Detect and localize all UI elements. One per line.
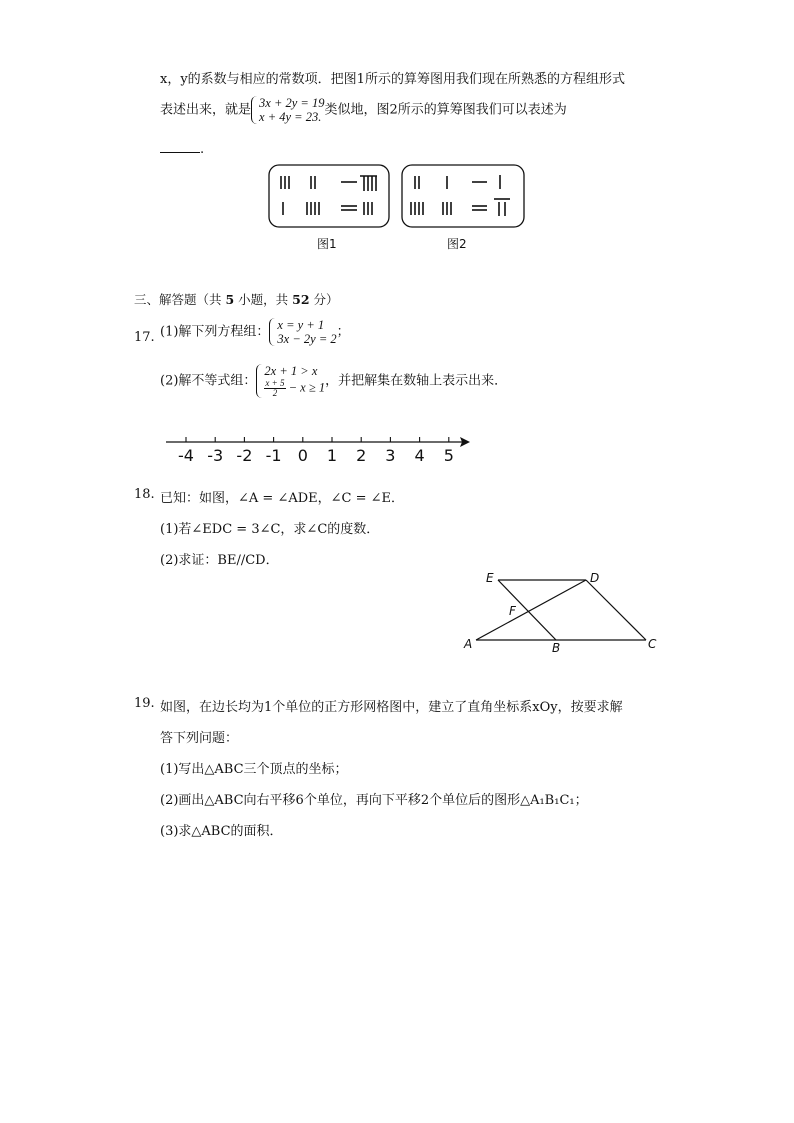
number-line-tick-label: -3: [207, 446, 224, 465]
fig1-label: 图1: [317, 237, 337, 251]
number-line-tick-label: 5: [443, 446, 454, 465]
number-line-tick-label: 2: [356, 446, 367, 465]
segment-EB: [498, 580, 556, 640]
equation-2: x + 4y = 23.: [259, 110, 322, 124]
q17-inequality-2: [264, 379, 325, 398]
q17-fraction: [264, 379, 285, 398]
fig2-rods: [411, 175, 510, 216]
number-line-tick-label: 3: [385, 446, 396, 465]
q17-part1-end: ；: [336, 324, 350, 340]
q19-line1: 如图，在边长均为1个单位的正方形网格图中，建立了直角坐标系xOy，按要求解: [160, 700, 623, 715]
fig1-rods: [281, 176, 377, 215]
equation-1: 3x + 2y = 19: [259, 96, 325, 110]
section-3-title-a: 三、解答题（共: [134, 292, 226, 307]
q18-number: 18.: [134, 487, 155, 502]
label-A: A: [464, 637, 473, 651]
label-E: E: [486, 571, 494, 585]
q17-equation-1: x = y + 1: [277, 318, 325, 332]
answer-blank-line: [160, 142, 204, 157]
q17-equation-system: [269, 318, 336, 346]
q18-given: 已知：如图，∠A = ∠ADE，∠C = ∠E．: [160, 491, 405, 506]
q17-fraction-denominator: 2: [272, 388, 278, 398]
q19-part3: (3)求△ABC的面积．: [160, 824, 283, 839]
q18-part2: (2)求证：BE//CD．: [160, 553, 279, 568]
q18-part1: (1)若∠EDC = 3∠C，求∠C的度数．: [160, 522, 380, 537]
number-line-tick-label: -4: [178, 446, 194, 465]
q17-inequality-1: 2x + 1 > x: [264, 364, 318, 378]
q17-inequality-system: [256, 364, 325, 398]
fig2-label: 图2: [447, 237, 467, 251]
intro-line-2-prefix: 表述出来，就是: [160, 102, 252, 118]
q19-part2: (2)画出△ABC向右平移6个单位，再向下平移2个单位后的图形△A₁B₁C₁；: [160, 793, 588, 808]
section-3-title-b: 小题，共: [234, 292, 293, 307]
q17-fraction-numerator: x + 5: [265, 378, 285, 388]
label-B: B: [552, 641, 561, 655]
label-C: C: [648, 637, 657, 651]
blank-period: .: [200, 142, 205, 157]
q17-part1-prefix: (1)解下列方程组：: [160, 324, 270, 340]
intro-line-2: [160, 96, 567, 124]
q17-part2-prefix: (2)解不等式组：: [160, 373, 257, 389]
number-line-tick-label: 4: [414, 446, 425, 465]
answer-blank: [160, 142, 200, 153]
section-3-count: 5: [225, 292, 235, 307]
q17-number: 17.: [134, 330, 155, 345]
equation-system-fig1: [251, 96, 324, 124]
label-D: D: [590, 571, 600, 585]
counting-rod-figures: [265, 162, 530, 254]
fig1-box: [269, 165, 389, 227]
number-line-tick-label: -2: [236, 446, 253, 465]
q17-equation-2: 3x − 2y = 2: [277, 332, 337, 346]
q19-number: 19.: [134, 696, 155, 711]
number-line-tick-label: 0: [297, 446, 308, 465]
fig2-box: [402, 165, 524, 227]
q17-inequality-2-rest: − x ≥ 1: [288, 380, 326, 395]
q17-part2: [160, 364, 507, 398]
number-line-tick-label: 1: [326, 446, 338, 465]
section-3-title-c: 分）: [309, 292, 339, 307]
section-3-heading: [134, 290, 339, 308]
number-line: [160, 428, 480, 468]
q19-part1: (1)写出△ABC三个顶点的坐标；: [160, 762, 348, 777]
segment-AD: [476, 580, 586, 640]
q17-part1: [160, 318, 350, 346]
segment-DC: [586, 580, 646, 640]
section-3-points: 52: [292, 292, 310, 307]
intro-line-1: x，y的系数与相应的常数项．把图1所示的算筹图用我们现在所熟悉的方程组形式: [160, 72, 625, 87]
number-line-tick-label: -1: [265, 446, 282, 465]
label-F: F: [509, 604, 516, 618]
q19-line2: 答下列问题：: [160, 731, 239, 746]
intro-line-2-suffix: 类似地，图2所示的算筹图我们可以表述为: [324, 102, 567, 118]
q17-part2-suffix: ，并把解集在数轴上表示出来．: [325, 373, 508, 389]
q18-geometry-figure: [460, 568, 665, 658]
